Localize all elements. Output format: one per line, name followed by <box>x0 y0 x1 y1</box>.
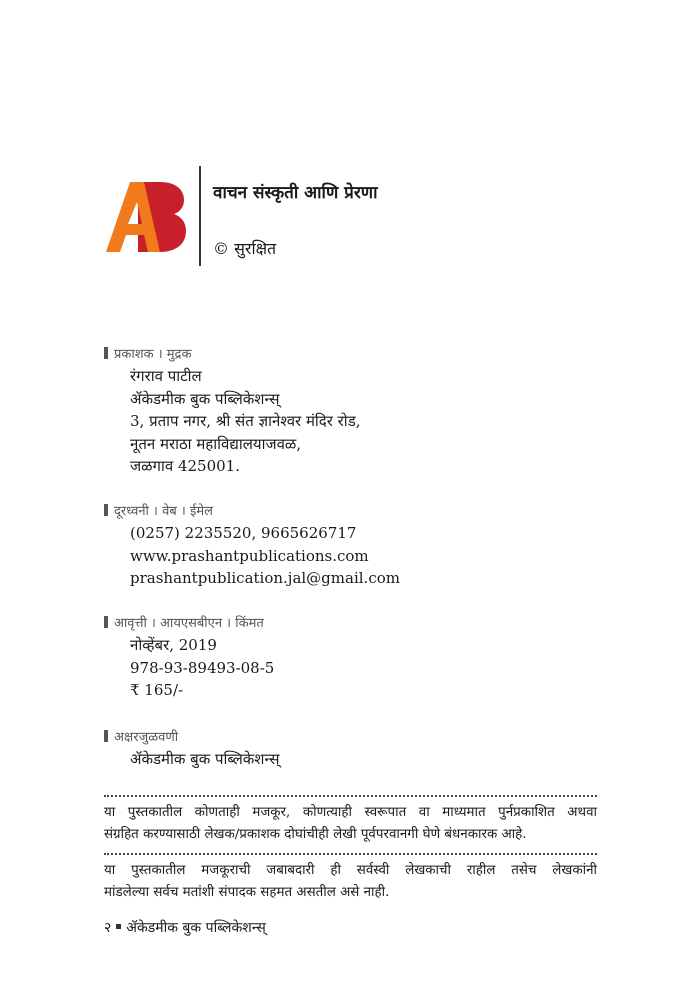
responsibility-notice-line-2: मांडलेल्या सर्वच मतांशी संपादक सहमत असतील असे नाही. <box>104 885 390 900</box>
dotted-divider <box>104 795 597 797</box>
email-link[interactable]: prashantpublication.jal@gmail.com <box>130 569 400 587</box>
edition-heading: आवृत्ती । आयएसबीएन । किंमत <box>104 614 624 634</box>
responsibility-notice-line-1: या पुस्तकातील मजकूराची जबाबदारी ही सर्वस्वी लेखकाची राहील तसेच लेखकांनी <box>104 863 597 878</box>
price: ₹ 165/- <box>130 681 184 699</box>
website-link[interactable]: www.prashantpublications.com <box>130 546 369 565</box>
edition-section <box>104 614 624 702</box>
heading-marker <box>104 347 108 359</box>
address-line-1: 3, प्रताप नगर, श्री संत ज्ञानेश्वर मंदिर रोड, <box>130 412 361 430</box>
typesetting-heading: अक्षरजुळवणी <box>104 728 624 748</box>
address-line-2: नूतन मराठा महाविद्यालयाजवळ, <box>130 434 302 453</box>
dotted-divider <box>104 853 597 855</box>
edition-date: नोव्हेंबर, 2019 <box>130 636 217 654</box>
publisher-name: रंगराव पाटील <box>130 367 202 385</box>
contact-heading: दूरध्वनी । वेब । ईमेल <box>104 502 624 522</box>
publisher-heading: प्रकाशक । मुद्रक <box>104 345 624 365</box>
phone-numbers: (0257) 2235520, 9665626717 <box>130 524 357 542</box>
heading-marker <box>104 504 108 516</box>
footer-publisher: ॲकेडमीक बुक पब्लिकेशन्स् <box>126 920 266 936</box>
page-number: २ <box>104 920 112 936</box>
footer-separator <box>116 924 121 929</box>
reproduction-notice-line-2: संग्रहित करण्यासाठी लेखक/प्रकाशक दोघांचीही लेखी पूर्वपरवानगी घेणे बंधनकारक आहे. <box>104 827 527 842</box>
page-footer <box>104 918 266 937</box>
publisher-company: ॲकेडमीक बुक पब्लिकेशन्स् <box>130 389 280 408</box>
isbn: 978-93-89493-08-5 <box>130 658 275 677</box>
typesetting-section <box>104 728 624 771</box>
publisher-section <box>104 345 624 478</box>
publisher-logo <box>104 180 188 254</box>
address-line-3: जळगाव 425001. <box>130 457 240 475</box>
book-title: वाचन संस्कृती आणि प्रेरणा <box>213 183 378 203</box>
heading-marker <box>104 616 108 628</box>
reproduction-notice-line-1: या पुस्तकातील कोणताही मजकूर, कोणत्याही स्वरूपात वा माध्यमात पुर्नप्रकाशित अथवा <box>104 805 597 820</box>
heading-marker <box>104 730 108 742</box>
typesetter-name: ॲकेडमीक बुक पब्लिकेशन्स् <box>130 750 280 768</box>
header-divider <box>199 166 201 266</box>
contact-section <box>104 502 624 590</box>
copyright-notice: © सुरक्षित <box>213 239 277 258</box>
